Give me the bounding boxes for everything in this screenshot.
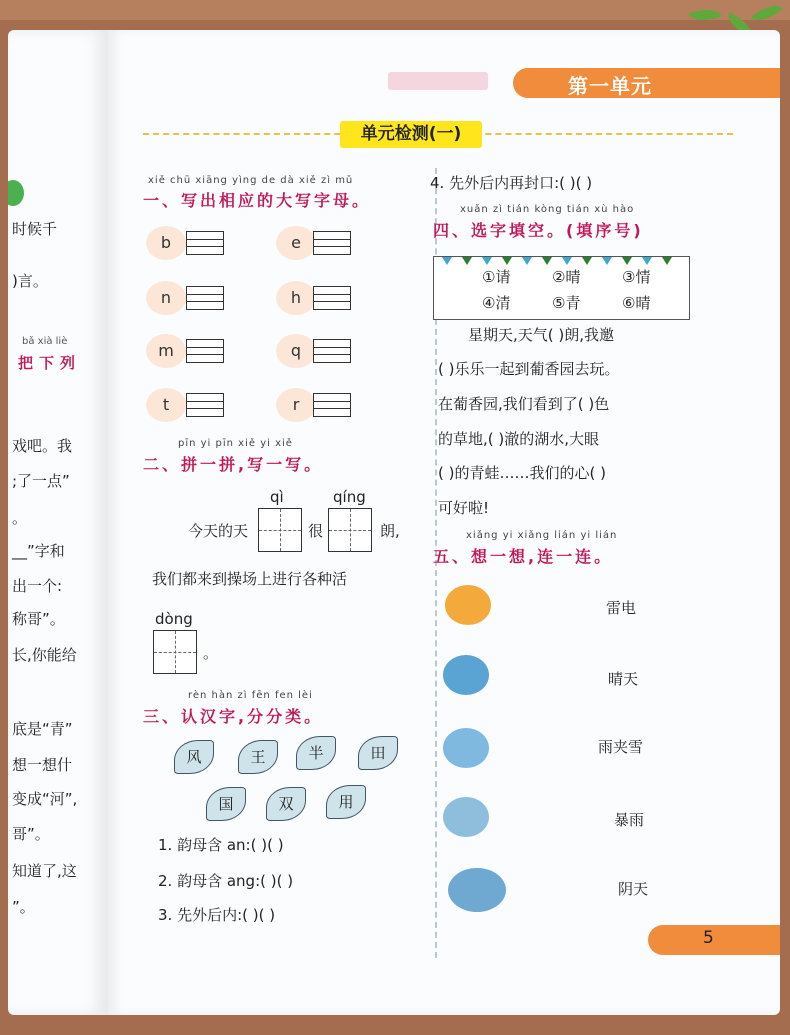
sentence-text: 今天的天 [188,522,249,540]
letter-cloud: n [148,283,184,313]
writing-lines[interactable] [186,286,224,310]
writing-lines[interactable] [313,231,351,255]
page-number-bar [648,925,780,955]
text-fragment: 称哥”。 [12,610,65,628]
section-4-title: 四、选字填空。(填序号) [433,221,644,240]
option: ②晴 [552,268,581,286]
text-fragment: 出一个: [12,577,63,595]
option: ⑥晴 [622,294,651,312]
letter-cloud: m [148,336,184,366]
bunting-flag [482,257,492,265]
passage-line: 可好啦! [438,499,490,517]
option: ⑤青 [552,294,581,312]
text-fragment: ”。 [12,898,35,916]
writing-lines[interactable] [186,231,224,255]
question: 4. 先外后内再封口:( )( ) [430,174,593,192]
question: 3. 先外后内:( )( ) [158,906,276,924]
sun-umbrella-icon [445,585,491,625]
pinyin: bǎ xià liè [22,336,68,347]
char-leaf: 用 [326,785,366,819]
text-fragment: 时候千 [12,220,58,238]
sentence-text: 。 [203,644,219,662]
char-leaf: 双 [266,787,306,821]
bunting-flag [502,257,512,265]
text-fragment: 想一想什 [12,756,73,774]
option: ④清 [482,294,511,312]
pinyin: xiě chū xiāng yìng de dà xiě zì mǔ [148,175,354,186]
passage-line: 的草地,( )澈的湖水,大眼 [438,430,600,448]
text-fragment: 知道了,这 [12,862,77,880]
text-fragment: 底是“青” [12,720,73,738]
text-fragment: 哥”。 [12,825,50,843]
unit-banner [513,68,780,98]
passage-line: ( )的青蛙……我们的心( ) [438,464,606,482]
option: ③情 [622,268,651,286]
pinyin: rèn hàn zì fēn fen lèi [188,690,313,701]
char-leaf: 半 [296,736,336,770]
pinyin-word: qì [270,488,284,506]
text-fragment: ;了一点” [12,472,70,490]
section-1-title: 一、写出相应的大写字母。 [143,191,372,210]
letter-cloud: t [148,390,184,420]
bunting-flag [542,257,552,265]
word-options-box [433,256,690,320]
writing-lines[interactable] [313,286,351,310]
bunting-flag [662,257,672,265]
match-word: 阴天 [618,880,649,898]
table-surface [0,0,790,20]
letter-cloud: b [148,228,184,258]
section-2-title: 二、拼一拼,写一写。 [143,455,324,474]
passage-line: 星期天,天气( )朗,我邀 [468,326,615,344]
bunting-flag [522,257,532,265]
char-leaf: 田 [358,736,398,770]
char-leaf: 风 [174,740,214,774]
text-fragment: 戏吧。我 [12,437,73,455]
passage-line: 在葡香园,我们看到了( )色 [438,395,610,413]
passage-line: ( )乐乐一起到葡香园去玩。 [438,360,620,378]
test-title: 单元检测(一) [340,121,482,148]
sleet-cloud-icon [443,797,489,837]
letter-cloud: r [278,390,314,420]
text-fragment: 。 [12,509,28,527]
rain-cloud-icon [443,655,489,695]
writing-lines[interactable] [313,339,351,363]
bunting-flag [462,257,472,265]
match-word: 雨夹雪 [598,738,644,756]
match-word: 暴雨 [614,811,645,829]
unit-title: 第一单元 [568,74,652,98]
text-fragment: 长,你能给 [12,646,77,664]
match-word: 晴天 [608,670,639,688]
pinyin-word: dòng [155,610,193,628]
char-grid[interactable] [153,630,197,674]
pinyin-word: qíng [333,488,366,506]
bunting-flag [442,257,452,265]
bunting-flag [642,257,652,265]
char-leaf: 国 [206,787,246,821]
text-fragment: 变成“河”, [12,790,78,808]
pinyin: xuǎn zì tián kòng tián xù hào [460,204,635,215]
section-5-title: 五、想一想,连一连。 [433,547,614,566]
char-leaf: 王 [238,740,278,774]
section-3-title: 三、认汉字,分分类。 [143,707,324,726]
sentence-text: 朗, [380,522,400,540]
writing-lines[interactable] [186,393,224,417]
bleed-through [388,72,488,90]
thunder-cloud-icon [443,728,489,768]
sentence-text: 我们都来到操场上进行各种活 [152,570,348,588]
page-number: 5 [703,928,714,948]
cloudy-icon [448,868,506,912]
option: ①请 [482,268,511,286]
right-page [108,30,780,1015]
char-grid[interactable] [258,508,302,552]
bunting-flag [582,257,592,265]
question: 2. 韵母含 ang:( )( ) [158,872,294,890]
letter-cloud: h [278,283,314,313]
pinyin: xiǎng yi xiǎng lián yi lián [466,530,618,541]
bunting-flag [602,257,612,265]
question: 1. 韵母含 an:( )( ) [158,836,284,854]
writing-lines[interactable] [313,393,351,417]
text-fragment: )言。 [12,272,48,290]
letter-cloud: e [278,228,314,258]
text-fragment: __”字和 [12,542,65,560]
section-heading: 把下列 [18,354,82,372]
tree-icon [8,180,24,206]
char-grid[interactable] [328,508,372,552]
bunting-flag [562,257,572,265]
left-page [8,30,108,1015]
match-word: 雷电 [606,599,637,617]
pinyin: pīn yi pīn xiě yi xiě [178,438,293,449]
writing-lines[interactable] [186,339,224,363]
bunting-flag [622,257,632,265]
sentence-text: 很 [308,522,324,540]
letter-cloud: q [278,336,314,366]
